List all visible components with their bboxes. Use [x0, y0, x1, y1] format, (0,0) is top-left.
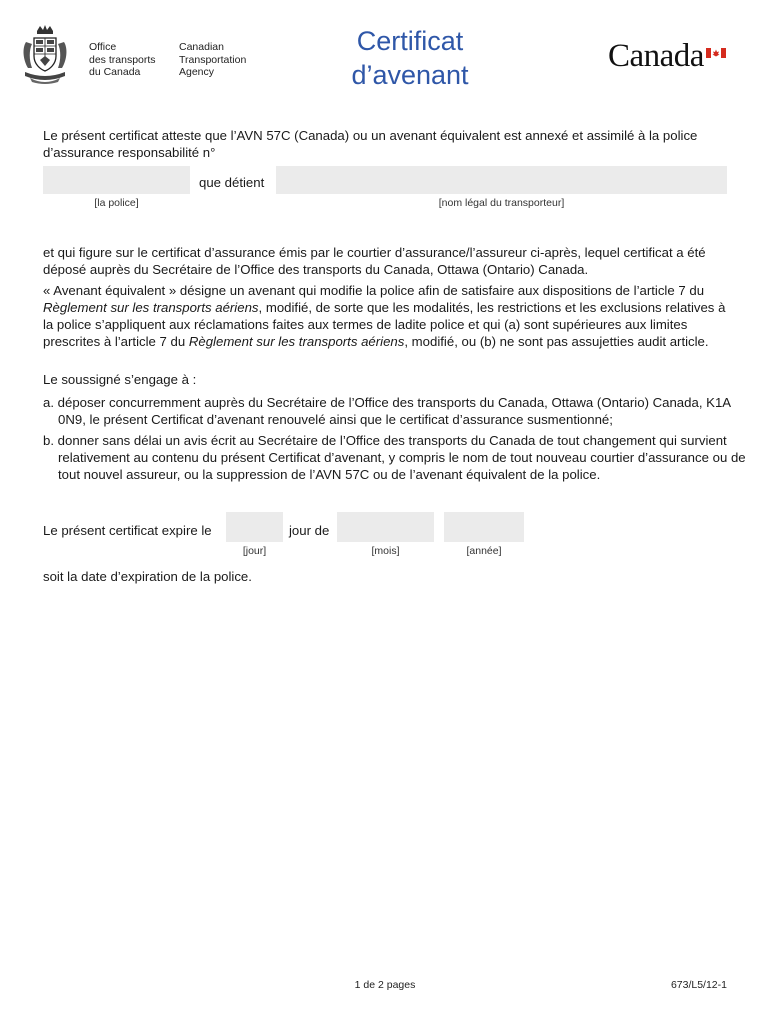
canada-flag-icon: [706, 45, 726, 55]
canada-wordmark: Canada: [608, 38, 704, 74]
expiry-day-field[interactable]: [226, 512, 283, 542]
definition-part-2: , modifié, de sorte que les modalités, les restrictions et les exclusions relatives à la police s’appliquent aux réclamations faites aux termes de ladite police et qui (a) sont supérieures aux limites prescrites à l’article 7 du: [43, 300, 726, 349]
day-caption: [jour]: [242, 545, 267, 557]
expiry-label: Le présent certificat expire le: [43, 523, 212, 538]
page-title: [335, 24, 485, 92]
paragraph-certificate: et qui figure sur le certificat d’assurance émis par le courtier d’assurance/l’assureur ci-après, lequel certificat a été déposé auprès du Secrétaire de l’Office des transports du Canada, Ottawa (Ontario) Canada.: [43, 245, 706, 277]
expiry-connector: jour de: [289, 523, 330, 538]
expiry-month-field[interactable]: [337, 512, 434, 542]
undertaking-item-a: a. déposer concurremment auprès du Secrétaire de l’Office des transports du Canada, Ottawa (Ontario) Canada, K1A 0N9, le présent Certificat d’avenant renouvelé ainsi que le certificat d’assurance susmentionné;: [43, 395, 731, 427]
agency-fr-line-3: du Canada: [89, 66, 141, 78]
page-title-line-2: d’avenant: [351, 60, 469, 90]
year-caption: [année]: [466, 545, 502, 557]
regulation-name-2: Règlement sur les transports aériens: [188, 334, 405, 349]
form-number: 673/L5/12-1: [670, 979, 727, 991]
agency-en-line-2: Transportation: [179, 53, 247, 66]
policy-number-field[interactable]: [43, 166, 190, 194]
agency-fr-line-2: des transports: [89, 53, 156, 66]
paragraph-definition: [43, 282, 733, 350]
month-caption: [mois]: [371, 545, 400, 557]
page-title-line-1: Certificat: [356, 26, 464, 56]
expiry-year-field[interactable]: [444, 512, 524, 542]
regulation-name-1: Règlement sur les transports aériens: [43, 300, 259, 315]
agency-en-line-1: Canadian: [179, 41, 224, 53]
agency-name-french: [89, 41, 156, 79]
undertaking-item-b: b. donner sans délai un avis écrit au Secrétaire de l’Office des transports du Canada de tout changement qui survient relativement au contenu du présent Certificat d’avenant, y compris le nom de tout nouveau courtier d’assurance ou de tout nouvel assureur, ou la suppression de l’AVN 57C ou de l’avenant équivalent de la police.: [43, 433, 746, 482]
intro-text: Le présent certificat atteste que l’AVN 57C (Canada) ou un avenant équivalent est annexé et assimilé à la police d’assurance responsabilité n°: [43, 128, 698, 160]
undertaking-heading: Le soussigné s’engage à :: [43, 372, 197, 387]
expiry-closing: soit la date d’expiration de la police.: [43, 569, 252, 584]
policy-caption: [la police]: [94, 197, 139, 209]
intro-connector: que détient: [199, 175, 265, 190]
page-number: 1 de 2 pages: [354, 979, 416, 991]
carrier-caption: [nom légal du transporteur]: [438, 197, 565, 209]
agency-fr-line-1: Office: [89, 41, 117, 53]
definition-part-3: , modifié, ou (b) ne sont pas assujetties audit article.: [404, 334, 709, 349]
definition-part-1: « Avenant équivalent » désigne un avenant qui modifie la police afin de satisfaire aux dispositions de l’article 7 du: [43, 283, 705, 298]
agency-en-line-3: Agency: [179, 66, 215, 78]
carrier-name-field[interactable]: [276, 166, 727, 194]
agency-name-english: [179, 41, 246, 79]
coat-of-arms-icon: [20, 24, 70, 86]
